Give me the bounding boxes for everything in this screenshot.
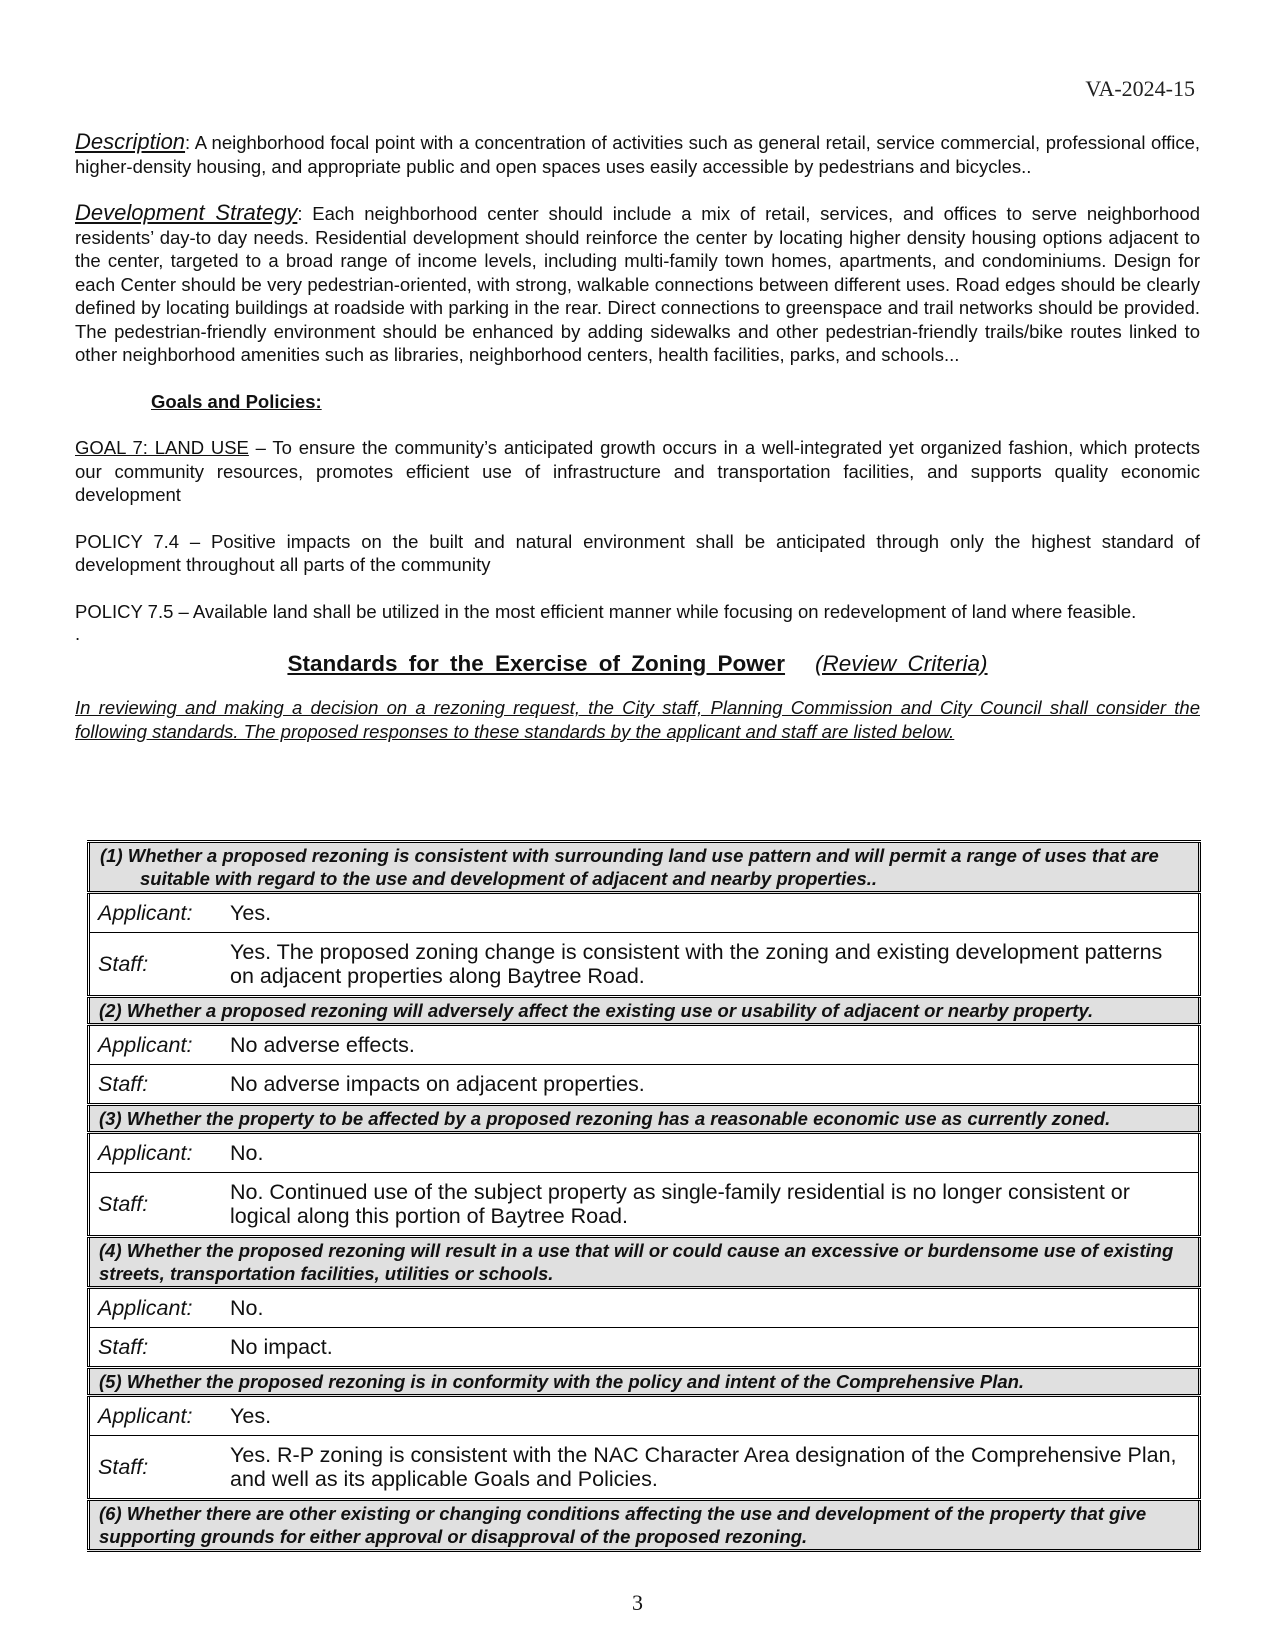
applicant-label: Applicant: — [89, 1396, 223, 1436]
criteria-table-wrap — [87, 840, 1201, 1552]
criterion-question: (3) Whether the property to be affected by a proposed rezoning has a reasonable economic use as currently zoned. — [89, 1105, 1200, 1133]
description-text: : A neighborhood focal point with a concentration of activities such as general retail, service commercial, professional office, higher-density housing, and appropriate public and open spaces uses easily accessible by pedestrians and bicycles.. — [75, 132, 1200, 177]
criterion-question-row — [89, 1237, 1200, 1288]
criterion-6-question: (6) Whether there are other existing or changing conditions affecting the use and development of the property that give supporting grounds for either approval or disapproval of the proposed rezoning. — [89, 1500, 1200, 1551]
applicant-response: No adverse effects. — [222, 1025, 1200, 1065]
staff-response: No adverse impacts on adjacent properties. — [222, 1065, 1200, 1105]
page-number: 3 — [632, 1590, 643, 1615]
criterion-question: (2) Whether a proposed rezoning will adversely affect the existing use or usability of adjacent or nearby property. — [89, 997, 1200, 1025]
development-strategy-text: : Each neighborhood center should include a mix of retail, services, and offices to serve neighborhood residents’ day-to day needs. Residential development should reinforce the center by locating higher density housing options adjacent to the center, targeted to a broad range of income levels, including multi-family town homes, apartments, and condominiums. Design for each Center should be very pedestrian-oriented, with strong, walkable connections between different uses. Road edges should be clearly defined by locating buildings at roadside with parking in the rear. Direct connections to greenspace and trail networks should be provided. The pedestrian-friendly environment should be enhanced by adding sidewalks and other pedestrian-friendly trails/bike routes linked to other neighborhood amenities such as libraries, neighborhood centers, health facilities, parks, and schools... — [75, 203, 1200, 365]
staff-label: Staff: — [89, 1065, 223, 1105]
staff-label: Staff: — [89, 1328, 223, 1368]
staff-label: Staff: — [89, 1436, 223, 1500]
standards-intro: In reviewing and making a decision on a rezoning request, the City staff, Planning Commission and City Council shall consider the following standards. The proposed responses to these standards by the applicant and staff are listed below. — [75, 697, 1200, 742]
criterion-question-row — [89, 842, 1200, 893]
staff-row — [89, 1328, 1200, 1368]
criterion-question-row — [89, 1105, 1200, 1133]
criterion-question: (4) Whether the proposed rezoning will result in a use that will or could cause an excessive or burdensome use of existing streets, transportation facilities, utilities or schools. — [89, 1237, 1200, 1288]
goal7-paragraph — [75, 436, 1200, 507]
staff-response: Yes. The proposed zoning change is consistent with the zoning and existing development patterns on adjacent properties along Baytree Road. — [222, 933, 1200, 997]
standards-title — [75, 650, 1200, 678]
policy-7-5: POLICY 7.5 – Available land shall be utilized in the most efficient manner while focusing on redevelopment of land where feasible. — [75, 600, 1137, 622]
staff-row — [89, 933, 1200, 997]
criterion-question-text: (1) Whether a proposed rezoning is consistent with surrounding land use pattern and will permit a range of uses that are suitable with regard to the use and development of adjacent and nearby properties.. — [100, 845, 1159, 889]
policy-7-4: POLICY 7.4 – Positive impacts on the built and natural environment shall be anticipated through only the highest standard of development throughout all parts of the community — [75, 530, 1200, 575]
applicant-response: No. — [222, 1288, 1200, 1328]
applicant-label: Applicant: — [89, 1133, 223, 1173]
staff-response: No impact. — [222, 1328, 1200, 1368]
description-label: Description — [75, 129, 186, 154]
applicant-label: Applicant: — [89, 1288, 223, 1328]
applicant-row — [89, 1025, 1200, 1065]
staff-row — [89, 1436, 1200, 1500]
document-body — [75, 130, 1200, 743]
applicant-label: Applicant: — [89, 893, 223, 933]
applicant-row — [89, 893, 1200, 933]
standards-title-main: Standards for the Exercise of Zoning Power — [287, 651, 786, 676]
staff-row — [89, 1173, 1200, 1237]
criterion-question-row — [89, 997, 1200, 1025]
applicant-response: Yes. — [222, 893, 1200, 933]
criteria-table-body — [89, 842, 1200, 1551]
staff-label: Staff: — [89, 1173, 223, 1237]
document-id: VA-2024-15 — [1085, 76, 1195, 101]
criterion-question — [89, 842, 1200, 893]
applicant-label: Applicant: — [89, 1025, 223, 1065]
staff-response: Yes. R-P zoning is consistent with the NAC Character Area designation of the Comprehensive Plan, and well as its applicable Goals and Policies. — [222, 1436, 1200, 1500]
applicant-row — [89, 1288, 1200, 1328]
development-strategy-label: Development Strategy — [75, 200, 298, 225]
development-strategy-paragraph — [75, 201, 1200, 367]
criteria-table — [87, 840, 1201, 1552]
description-paragraph — [75, 130, 1200, 178]
standards-title-sub: (Review Criteria) — [815, 651, 988, 676]
applicant-row — [89, 1396, 1200, 1436]
criterion-question: (5) Whether the proposed rezoning is in conformity with the policy and intent of the Comprehensive Plan. — [89, 1368, 1200, 1396]
criterion-question-row — [89, 1368, 1200, 1396]
goals-heading: Goals and Policies: — [151, 390, 322, 412]
applicant-row — [89, 1133, 1200, 1173]
applicant-response: No. — [222, 1133, 1200, 1173]
applicant-response: Yes. — [222, 1396, 1200, 1436]
stray-dot: . — [75, 623, 81, 644]
staff-row — [89, 1065, 1200, 1105]
goal7-text: – To ensure the community’s anticipated growth occurs in a well-integrated yet organized fashion, which protects our community resources, promotes efficient use of infrastructure and transportation facilities, and supports quality economic development — [75, 437, 1200, 505]
staff-label: Staff: — [89, 933, 223, 997]
staff-response: No. Continued use of the subject property as single-family residential is no longer consistent or logical along this portion of Baytree Road. — [222, 1173, 1200, 1237]
criterion-question-row — [89, 1500, 1200, 1551]
goal7-label: GOAL 7: LAND USE — [75, 437, 249, 458]
